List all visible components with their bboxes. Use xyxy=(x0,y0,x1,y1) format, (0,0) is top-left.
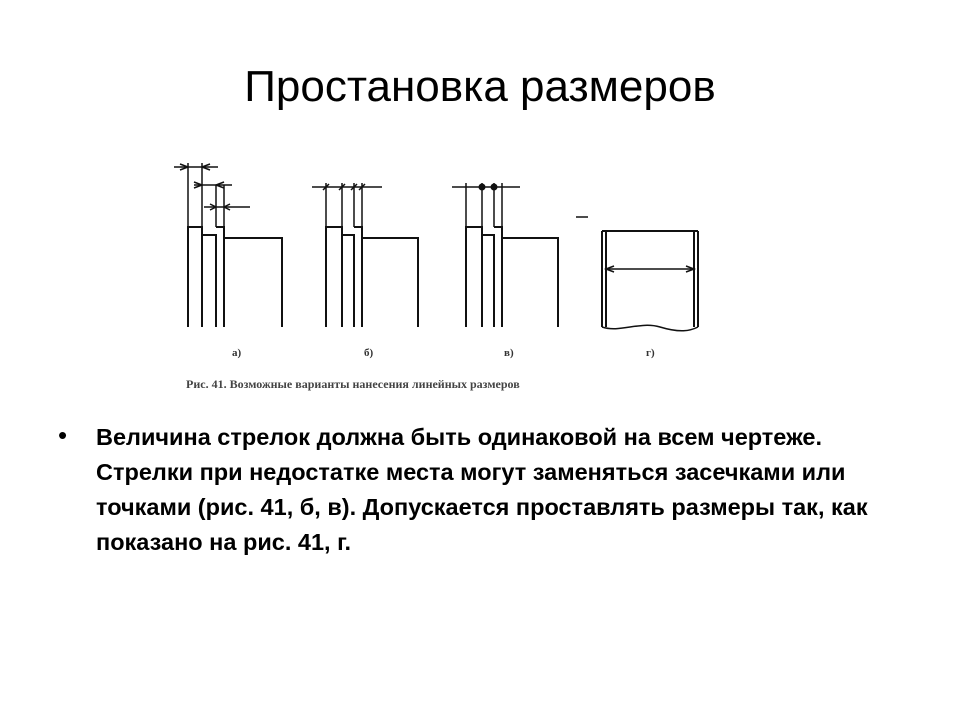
bullet-text: Величина стрелок должна быть одинаковой на всем чертеже. Стрелки при недостатке места могут заменяться засечками или точками (рис. 41, б, в). Допускается проставлять размеры так, как показано на рис. 41, г. xyxy=(96,424,868,555)
figure-caption: Рис. 41. Возможные варианты нанесения линейных размеров xyxy=(186,377,520,391)
bullet-marker: • xyxy=(58,420,68,450)
figure-41 xyxy=(170,155,710,405)
drawing-b xyxy=(312,183,418,327)
label-a: а) xyxy=(232,347,242,359)
label-b: б) xyxy=(364,347,374,359)
drawing-a xyxy=(174,163,282,327)
label-c: в) xyxy=(504,347,514,359)
slide-title: Простановка размеров xyxy=(244,62,716,111)
label-d: г) xyxy=(646,347,655,359)
drawing-c xyxy=(452,183,558,327)
dimension-drawings xyxy=(170,155,710,405)
drawing-d xyxy=(576,217,698,331)
